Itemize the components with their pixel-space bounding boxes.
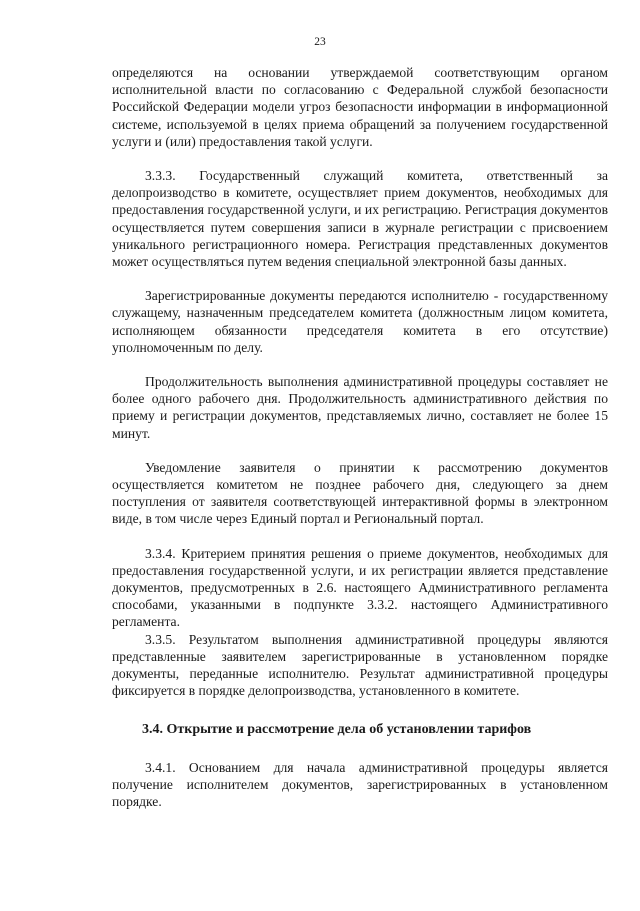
document-body xyxy=(112,64,608,827)
paragraph-registered-documents: Зарегистрированные документы передаются исполнителю - государственному служащему, назначенным председателем комитета (должностным лицом комитета, исполняющем обязанности председателя комитета в его отсутствие) уполномоченным по делу. xyxy=(112,288,608,355)
paragraph-3-3-4: 3.3.4. Критерием принятия решения о приеме документов, необходимых для предоставления государственной услуги, и их регистрации является представление документов, предусмотренных в 2.6. настоящего Административного регламента способами, указанными в подпункте 3.3.2. настоящего Административного регламента. xyxy=(112,545,608,630)
paragraph-3-4-1: 3.4.1. Основанием для начала административной процедуры является получение исполнителем документов, зарегистрированных в установленном порядке. xyxy=(112,759,608,810)
page-number: 23 xyxy=(314,36,326,48)
paragraph-notification: Уведомление заявителя о принятии к рассмотрению документов осуществляется комитетом не позднее рабочего дня, следующего за днем поступления от заявителя соответствующей интерактивной формы в электронном виде, в том числе через Единый портал и Региональный портал. xyxy=(112,459,608,527)
section-heading: 3.4. Открытие и рассмотрение дела об установлении тарифов xyxy=(142,721,532,737)
paragraph-duration: Продолжительность выполнения административной процедуры составляет не более одного рабочего дня. Продолжительность административного действия по приему и регистрации документов, представляемых лично, составляет не более 15 минут. xyxy=(112,374,608,441)
paragraph-3-3-5: 3.3.5. Результатом выполнения административной процедуры являются представленные заявителем зарегистрированные в установленном порядке документы, переданные исполнителю. Результат административной процедуры фиксируется в порядке делопроизводства, установленного в комитете. xyxy=(112,631,608,699)
paragraph-3-3-3: 3.3.3. Государственный служащий комитета, ответственный за делопроизводство в комитете, осуществляет прием документов, необходимых для предоставления государственной услуги, и их регистрацию. Регистрация документов осуществляется путем совершения записи в журнале регистрации с присвоением уникального регистрационного номера. Регистрация представленных документов может осуществляться путем ведения специальной электронной базы данных. xyxy=(112,168,608,270)
paragraph-continuation: определяются на основании утверждаемой соответствующим органом исполнительной власти по согласованию с Федеральной службой безопасности Российской Федерации модели угроз безопасности информации в информационной системе, используемой в целях приема обращений за получением государственной услуги и (или) предоставления такой услуги. xyxy=(112,65,608,149)
